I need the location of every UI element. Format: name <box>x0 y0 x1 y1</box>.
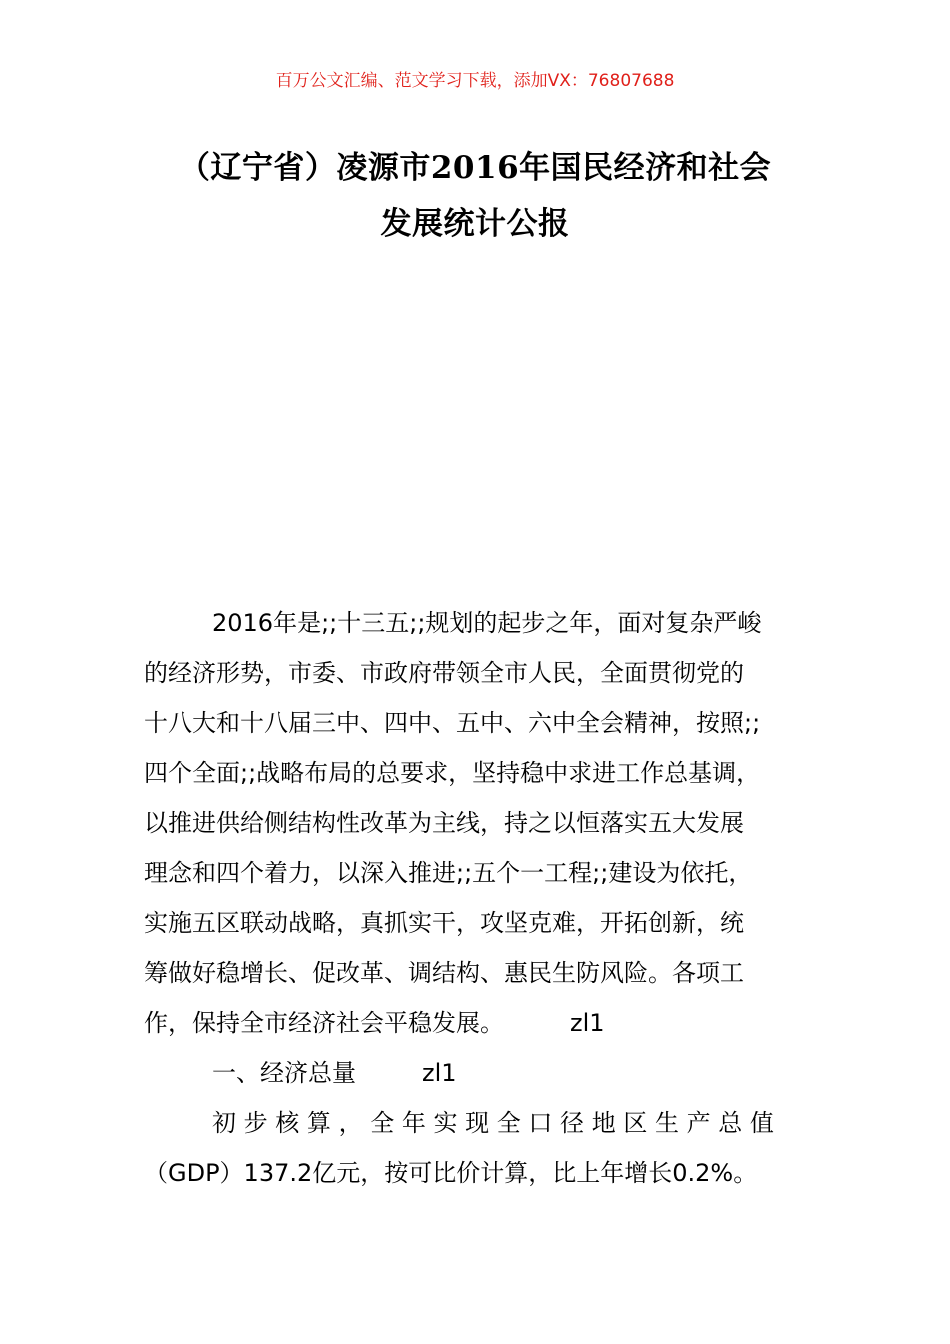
char: 生 <box>654 1109 679 1137</box>
char: 口 <box>528 1109 553 1137</box>
char: 现 <box>465 1109 490 1137</box>
paragraph-line: 2016年是;;十三五;;规划的起步之年，面对复杂严峻 <box>212 609 762 637</box>
char: 全 <box>496 1109 521 1137</box>
char: 步 <box>243 1109 268 1137</box>
paragraph-line-spaced <box>144 1098 808 1148</box>
char: 全 <box>370 1109 395 1137</box>
char: ， <box>338 1109 363 1137</box>
title-line-1: （辽宁省）凌源市2016年国民经济和社会 <box>178 150 772 186</box>
char: 区 <box>623 1109 648 1137</box>
char: 核 <box>275 1109 300 1137</box>
char: 径 <box>560 1109 585 1137</box>
char: 算 <box>306 1109 331 1137</box>
section-heading-text: 一、经济总量 <box>212 1059 356 1087</box>
char: 实 <box>433 1109 458 1137</box>
char: 产 <box>686 1109 711 1137</box>
paragraph-line: （GDP）137.2亿元，按可比价计算，比上年增长0.2%。 <box>144 1159 758 1187</box>
char: 初 <box>212 1109 236 1137</box>
paragraph-last-line <box>144 998 808 1048</box>
title-line-2: 发展统计公报 <box>380 206 570 242</box>
header-note: 百万公文汇编、范文学习下载，添加VX：76807688 <box>275 71 675 91</box>
char: 地 <box>591 1109 616 1137</box>
char: 总 <box>718 1109 743 1137</box>
paragraph-line: 四个全面;;战略布局的总要求，坚持稳中求进工作总基调， <box>144 759 761 787</box>
char: 值 <box>749 1109 774 1137</box>
page-title <box>120 140 830 252</box>
paragraph-text: 作，保持全市经济社会平稳发展。 <box>144 1009 504 1037</box>
paragraph-line: 的经济形势，市委、市政府带领全市人民，全面贯彻党的 <box>144 659 744 687</box>
section-heading <box>144 1048 808 1098</box>
paragraph-line: 筹做好稳增长、促改革、调结构、惠民生防风险。各项工 <box>144 959 744 987</box>
paragraph-line: 实施五区联动战略，真抓实干，攻坚克难，开拓创新，统 <box>144 909 744 937</box>
char: 年 <box>401 1109 426 1137</box>
paragraph-line: 十八大和十八届三中、四中、五中、六中全会精神，按照;; <box>144 709 761 737</box>
body-text <box>144 598 808 1198</box>
paragraph-line: 理念和四个着力，以深入推进;;五个一工程;;建设为依托， <box>144 859 753 887</box>
section-mark: zl1 <box>422 1059 457 1087</box>
paragraph-mark: zl1 <box>570 1009 605 1037</box>
paragraph-line: 以推进供给侧结构性改革为主线，持之以恒落实五大发展 <box>144 809 744 837</box>
